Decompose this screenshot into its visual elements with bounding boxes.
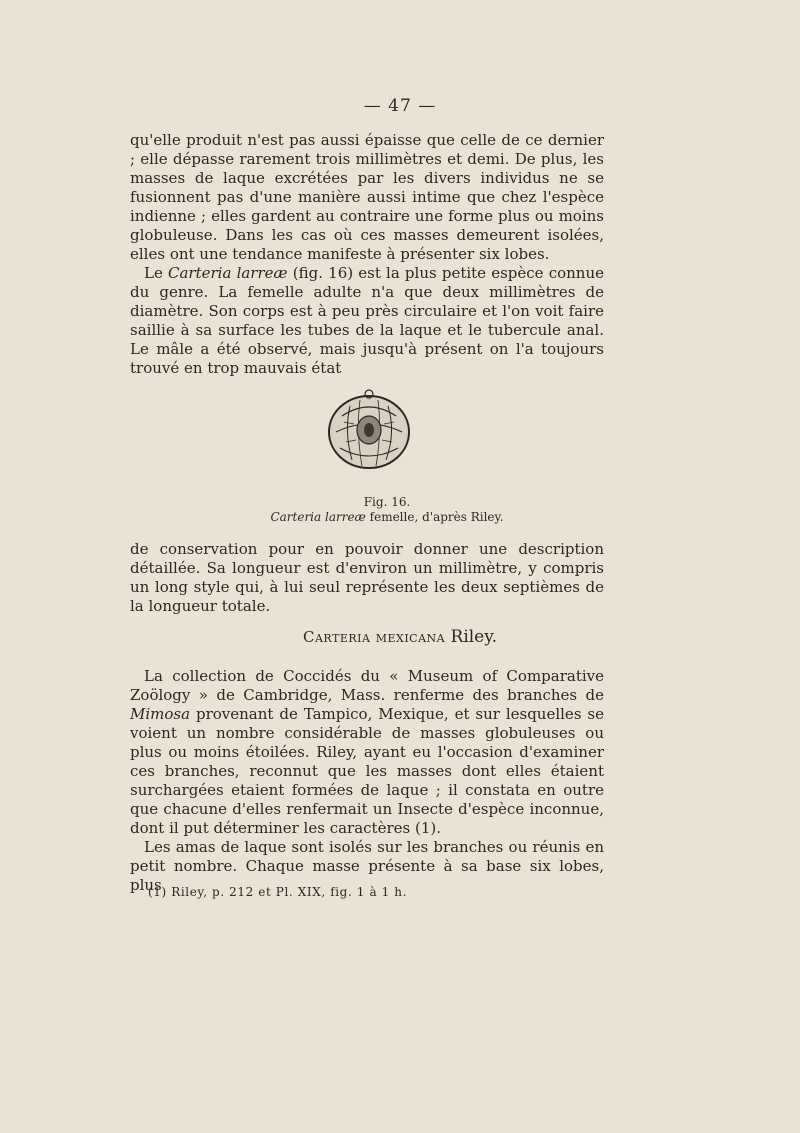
paragraph-4-rest: provenant de Tampico, Mexique, et sur lesquelles se voient un nombre considérable de masses globuleuses ou plus ou moins étoilées. Riley, ayant eu l'occasion d'examiner ces branches, reconnut que les masses dont elles étaient surchargées etaient formées de laque ; il constata en outre que chacune d'elles renfermait un Insecte d'espèce inconnue, dont il put déterminer les caractères (1). xyxy=(130,705,604,837)
caption-rest: femelle, d'après Riley. xyxy=(365,510,504,524)
page-number: — 47 — xyxy=(363,96,437,116)
paragraph-1: qu'elle produit n'est pas aussi épaisse que celle de ce dernier ; elle dépasse rarement trois millimètres et demi. De plus, les masses de laque excrétées par les divers individus ne se fusionnent pas d'une manière aussi intime que chez l'espèce indienne ; elles gardent au contraire une forme plus ou moins globuleuse. Dans les cas où ces masses demeurent isolées, elles ont une tendance manifeste à présenter six lobes. xyxy=(130,131,604,263)
figure-16-illustration xyxy=(326,386,412,472)
species-name-larreae: Carteria larreæ xyxy=(168,264,288,282)
section-heading-author: Riley. xyxy=(445,627,497,647)
paragraph-2-rest: (fig. 16) est la plus petite espèce connue du genre. La femelle adulte n'a que deux millimètres de diamètre. Son corps est à peu près circulaire et l'on voit faire saillie à sa surface les tubes de la laque et le tubercule anal. Le mâle a été observé, mais jusqu'à présent on l'a toujours trouvé en trop mauvais état xyxy=(130,264,604,377)
caption-species-name: Carteria larreæ xyxy=(270,510,366,524)
paragraph-4 xyxy=(130,667,604,838)
section-heading-species: Carteria mexicana xyxy=(302,628,446,646)
genus-name-mimosa: Mimosa xyxy=(130,705,191,723)
paragraph-3: de conservation pour en pouvoir donner une description détaillée. Sa longueur est d'environ un millimètre, y compris un long style qui, à lui seul représente les deux septièmes de la longueur totale. xyxy=(130,540,604,615)
section-heading xyxy=(0,627,800,647)
text-block-bottom xyxy=(130,667,604,895)
paragraph-2-start: Le xyxy=(144,264,168,282)
paragraph-5: Les amas de laque sont isolés sur les branches ou réunis en petit nombre. Chaque masse présente à sa base six lobes, plus xyxy=(130,838,604,894)
paragraph-4-start: La collection de Coccidés du « Museum of Comparative Zoölogy » de Cambridge, Mass. renferme des branches de xyxy=(130,667,604,704)
scale-insect-drawing xyxy=(326,386,412,472)
paragraph-2 xyxy=(130,264,604,378)
text-block-middle xyxy=(130,540,604,616)
text-block-top xyxy=(130,131,604,378)
figure-label: Fig. 16. xyxy=(363,495,411,509)
figure-caption xyxy=(200,509,574,525)
footnote: (1) Riley, p. 212 et Pl. XIX, fig. 1 à 1 h. xyxy=(148,885,408,899)
